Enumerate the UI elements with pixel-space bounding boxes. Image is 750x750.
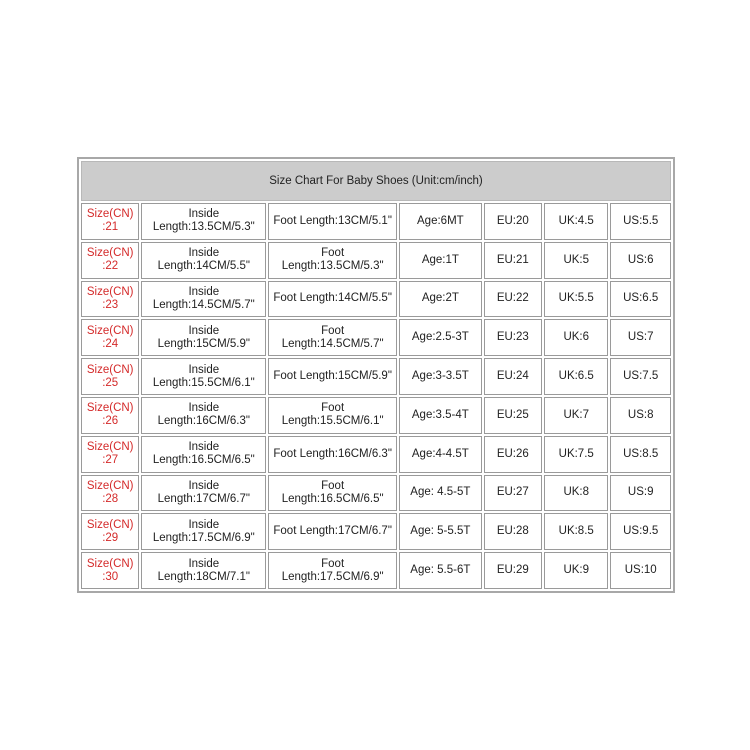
us-size-cell: US:7.5	[610, 358, 671, 395]
foot-length-cell: Foot Length:14.5CM/5.7"	[268, 319, 397, 356]
size-chart	[77, 157, 675, 593]
inside-length-cell: Inside Length:17.5CM/6.9"	[141, 513, 266, 550]
foot-length-cell: Foot Length:17CM/6.7"	[268, 513, 397, 550]
size-chart-table	[79, 159, 673, 591]
table-row	[81, 358, 671, 395]
inside-length-cell: Inside Length:16CM/6.3"	[141, 397, 266, 434]
foot-length-cell: Foot Length:15.5CM/6.1"	[268, 397, 397, 434]
inside-length-cell: Inside Length:17CM/6.7"	[141, 475, 266, 512]
us-size-cell: US:5.5	[610, 203, 671, 240]
inside-length-cell: Inside Length:13.5CM/5.3"	[141, 203, 266, 240]
us-size-cell: US:7	[610, 319, 671, 356]
uk-size-cell: UK:8.5	[544, 513, 608, 550]
table-row	[81, 475, 671, 512]
age-cell: Age:4-4.5T	[399, 436, 482, 473]
uk-size-cell: UK:5.5	[544, 281, 608, 318]
eu-size-cell: EU:22	[484, 281, 542, 318]
inside-length-cell: Inside Length:16.5CM/6.5"	[141, 436, 266, 473]
table-row	[81, 513, 671, 550]
size-cn-cell: Size(CN) :30	[81, 552, 139, 589]
us-size-cell: US:8.5	[610, 436, 671, 473]
size-cn-cell: Size(CN) :28	[81, 475, 139, 512]
inside-length-cell: Inside Length:14CM/5.5"	[141, 242, 266, 279]
uk-size-cell: UK:5	[544, 242, 608, 279]
foot-length-cell: Foot Length:17.5CM/6.9"	[268, 552, 397, 589]
uk-size-cell: UK:6	[544, 319, 608, 356]
inside-length-cell: Inside Length:18CM/7.1"	[141, 552, 266, 589]
age-cell: Age: 5-5.5T	[399, 513, 482, 550]
eu-size-cell: EU:29	[484, 552, 542, 589]
eu-size-cell: EU:28	[484, 513, 542, 550]
age-cell: Age:1T	[399, 242, 482, 279]
uk-size-cell: UK:8	[544, 475, 608, 512]
table-row	[81, 203, 671, 240]
us-size-cell: US:10	[610, 552, 671, 589]
size-cn-cell: Size(CN) :21	[81, 203, 139, 240]
age-cell: Age:3-3.5T	[399, 358, 482, 395]
size-cn-cell: Size(CN) :25	[81, 358, 139, 395]
foot-length-cell: Foot Length:16CM/6.3"	[268, 436, 397, 473]
inside-length-cell: Inside Length:15CM/5.9"	[141, 319, 266, 356]
eu-size-cell: EU:24	[484, 358, 542, 395]
table-row	[81, 397, 671, 434]
age-cell: Age: 4.5-5T	[399, 475, 482, 512]
size-cn-cell: Size(CN) :22	[81, 242, 139, 279]
inside-length-cell: Inside Length:14.5CM/5.7"	[141, 281, 266, 318]
title-row	[81, 161, 671, 201]
uk-size-cell: UK:4.5	[544, 203, 608, 240]
size-cn-cell: Size(CN) :27	[81, 436, 139, 473]
us-size-cell: US:6	[610, 242, 671, 279]
foot-length-cell: Foot Length:13.5CM/5.3"	[268, 242, 397, 279]
size-cn-cell: Size(CN) :24	[81, 319, 139, 356]
inside-length-cell: Inside Length:15.5CM/6.1"	[141, 358, 266, 395]
foot-length-cell: Foot Length:15CM/5.9"	[268, 358, 397, 395]
eu-size-cell: EU:26	[484, 436, 542, 473]
us-size-cell: US:8	[610, 397, 671, 434]
eu-size-cell: EU:20	[484, 203, 542, 240]
eu-size-cell: EU:21	[484, 242, 542, 279]
uk-size-cell: UK:7	[544, 397, 608, 434]
eu-size-cell: EU:23	[484, 319, 542, 356]
size-cn-cell: Size(CN) :23	[81, 281, 139, 318]
uk-size-cell: UK:7.5	[544, 436, 608, 473]
table-row	[81, 436, 671, 473]
eu-size-cell: EU:27	[484, 475, 542, 512]
age-cell: Age:2T	[399, 281, 482, 318]
us-size-cell: US:6.5	[610, 281, 671, 318]
table-row	[81, 242, 671, 279]
age-cell: Age:2.5-3T	[399, 319, 482, 356]
foot-length-cell: Foot Length:14CM/5.5"	[268, 281, 397, 318]
eu-size-cell: EU:25	[484, 397, 542, 434]
us-size-cell: US:9.5	[610, 513, 671, 550]
table-title: Size Chart For Baby Shoes (Unit:cm/inch)	[81, 161, 671, 201]
size-chart-body	[81, 161, 671, 589]
uk-size-cell: UK:9	[544, 552, 608, 589]
table-row	[81, 281, 671, 318]
age-cell: Age:6MT	[399, 203, 482, 240]
size-cn-cell: Size(CN) :29	[81, 513, 139, 550]
foot-length-cell: Foot Length:16.5CM/6.5"	[268, 475, 397, 512]
us-size-cell: US:9	[610, 475, 671, 512]
foot-length-cell: Foot Length:13CM/5.1"	[268, 203, 397, 240]
age-cell: Age:3.5-4T	[399, 397, 482, 434]
age-cell: Age: 5.5-6T	[399, 552, 482, 589]
table-row	[81, 552, 671, 589]
table-row	[81, 319, 671, 356]
size-cn-cell: Size(CN) :26	[81, 397, 139, 434]
uk-size-cell: UK:6.5	[544, 358, 608, 395]
